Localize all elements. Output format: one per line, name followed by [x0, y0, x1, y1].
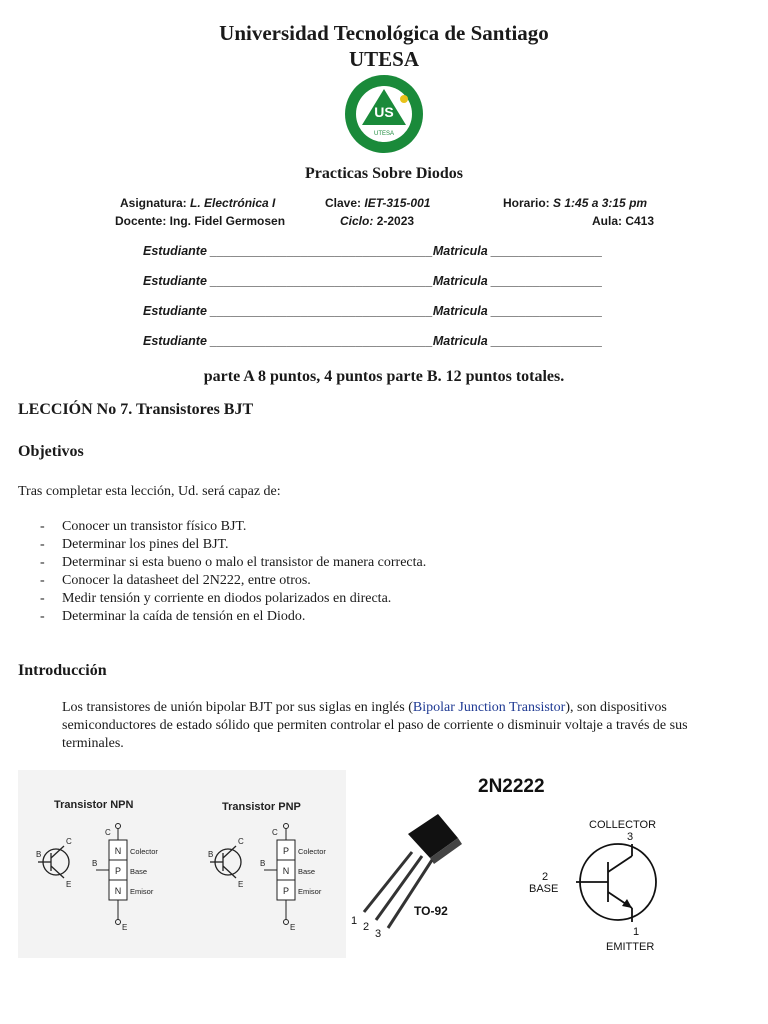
npn-layer-2: P	[114, 866, 122, 876]
pnp-layer-1: P	[282, 846, 290, 856]
base-pin: 2	[542, 871, 549, 883]
svg-text:E: E	[122, 923, 128, 932]
list-item: - Determinar la caída de tensión en el Diodo.	[18, 608, 718, 626]
student-line-2[interactable]: Estudiante ________________________________Matricula ________________	[143, 274, 603, 288]
svg-text:E: E	[290, 923, 296, 932]
svg-text:B: B	[208, 850, 214, 859]
lead-2: 2	[363, 921, 370, 933]
docente: Docente: Ing. Fidel Germosen	[115, 214, 286, 228]
list-item: - Determinar si esta bueno o malo el transistor de manera correcta.	[18, 554, 718, 572]
npn-layer-3: N	[114, 886, 122, 896]
base-label: BASE	[529, 883, 559, 895]
university-acronym: UTESA	[348, 47, 420, 71]
objectives-heading: Objetivos	[18, 443, 84, 460]
student-line-3[interactable]: Estudiante ________________________________Matricula ________________	[143, 304, 603, 318]
npn-pnp-figure	[18, 770, 346, 958]
lead-1: 1	[351, 915, 358, 927]
pnp-symbol	[210, 846, 241, 878]
svg-text:Emisor: Emisor	[298, 887, 322, 896]
npn-symbol	[38, 846, 69, 878]
lesson-title: LECCIÓN No 7. Transistores BJT	[18, 401, 254, 418]
npn-pin-e: E	[66, 880, 72, 889]
list-item: - Conocer la datasheet del 2N222, entre otros.	[18, 572, 718, 590]
list-item: - Determinar los pines del BJT.	[18, 536, 718, 554]
objectives-intro: Tras completar esta lección, Ud. será capaz de:	[18, 484, 281, 499]
clave: Clave: IET-315-001	[325, 196, 431, 210]
student-line-4[interactable]: Estudiante ________________________________Matricula ________________	[143, 334, 603, 348]
pnp-layer-3: P	[282, 886, 290, 896]
bjt-link[interactable]: Bipolar Junction Transistor	[412, 700, 566, 715]
university-title: Universidad Tecnológica de Santiago	[219, 21, 549, 45]
logo-center-text: UTESA	[373, 131, 395, 137]
emitter-arrow-icon	[622, 899, 632, 908]
horario: Horario: S 1:45 a 3:15 pm	[503, 196, 648, 210]
npn-label-collector: Colector	[130, 847, 158, 856]
utesa-logo	[340, 73, 428, 155]
npn-pin-c: C	[66, 837, 72, 846]
points-summary: parte A 8 puntos, 4 puntos parte B. 12 puntos totales.	[203, 368, 565, 385]
bjt-schematic-symbol	[576, 844, 656, 922]
emitter-pin: 1	[633, 926, 640, 938]
logo-flame	[400, 95, 408, 103]
practice-title: Practicas Sobre Diodos	[305, 165, 463, 182]
list-item: - Conocer un transistor físico BJT.	[18, 518, 718, 536]
npn-pin-b: B	[36, 850, 42, 859]
emitter-label: EMITTER	[606, 941, 655, 953]
pnp-title: Transistor PNP	[222, 801, 301, 813]
part-number: 2N2222	[478, 776, 545, 797]
svg-text:C: C	[272, 828, 278, 837]
svg-text:C: C	[105, 828, 111, 837]
collector-pin: 3	[627, 831, 634, 843]
2n2222-figure	[346, 762, 686, 962]
npn-label-base: Base	[130, 867, 148, 876]
student-line-1[interactable]: Estudiante ________________________________Matricula ________________	[143, 244, 603, 258]
pnp-layer-2: N	[282, 866, 290, 876]
package-label: TO-92	[414, 904, 448, 918]
objectives-list	[18, 518, 718, 626]
intro-heading: Introducción	[18, 662, 107, 679]
npn-layer-1: N	[114, 846, 122, 856]
ciclo: Ciclo: 2-2023	[340, 214, 415, 228]
lead-3: 3	[375, 928, 382, 940]
svg-text:C: C	[238, 837, 244, 846]
svg-text:B: B	[260, 859, 266, 868]
aula: Aula: C413	[592, 214, 655, 228]
svg-text:E: E	[238, 880, 244, 889]
svg-text:Base: Base	[298, 867, 316, 876]
svg-text:Colector: Colector	[298, 847, 326, 856]
list-item: - Medir tensión y corriente en diodos polarizados en directa.	[18, 590, 718, 608]
collector-label: COLLECTOR	[589, 819, 657, 831]
npn-title: Transistor NPN	[54, 799, 134, 811]
svg-text:US: US	[374, 104, 394, 120]
npn-label-emisor: Emisor	[130, 887, 154, 896]
svg-text:B: B	[92, 859, 98, 868]
asignatura: Asignatura: L. Electrónica I	[120, 196, 276, 210]
intro-paragraph: Los transistores de unión bipolar BJT por sus siglas en inglés (Bipolar Junction Transistor), son dispositivos semiconductores de estado sólido que permiten controlar el paso de corriente o disminuir voltaje a través de sus terminales.	[62, 700, 688, 751]
